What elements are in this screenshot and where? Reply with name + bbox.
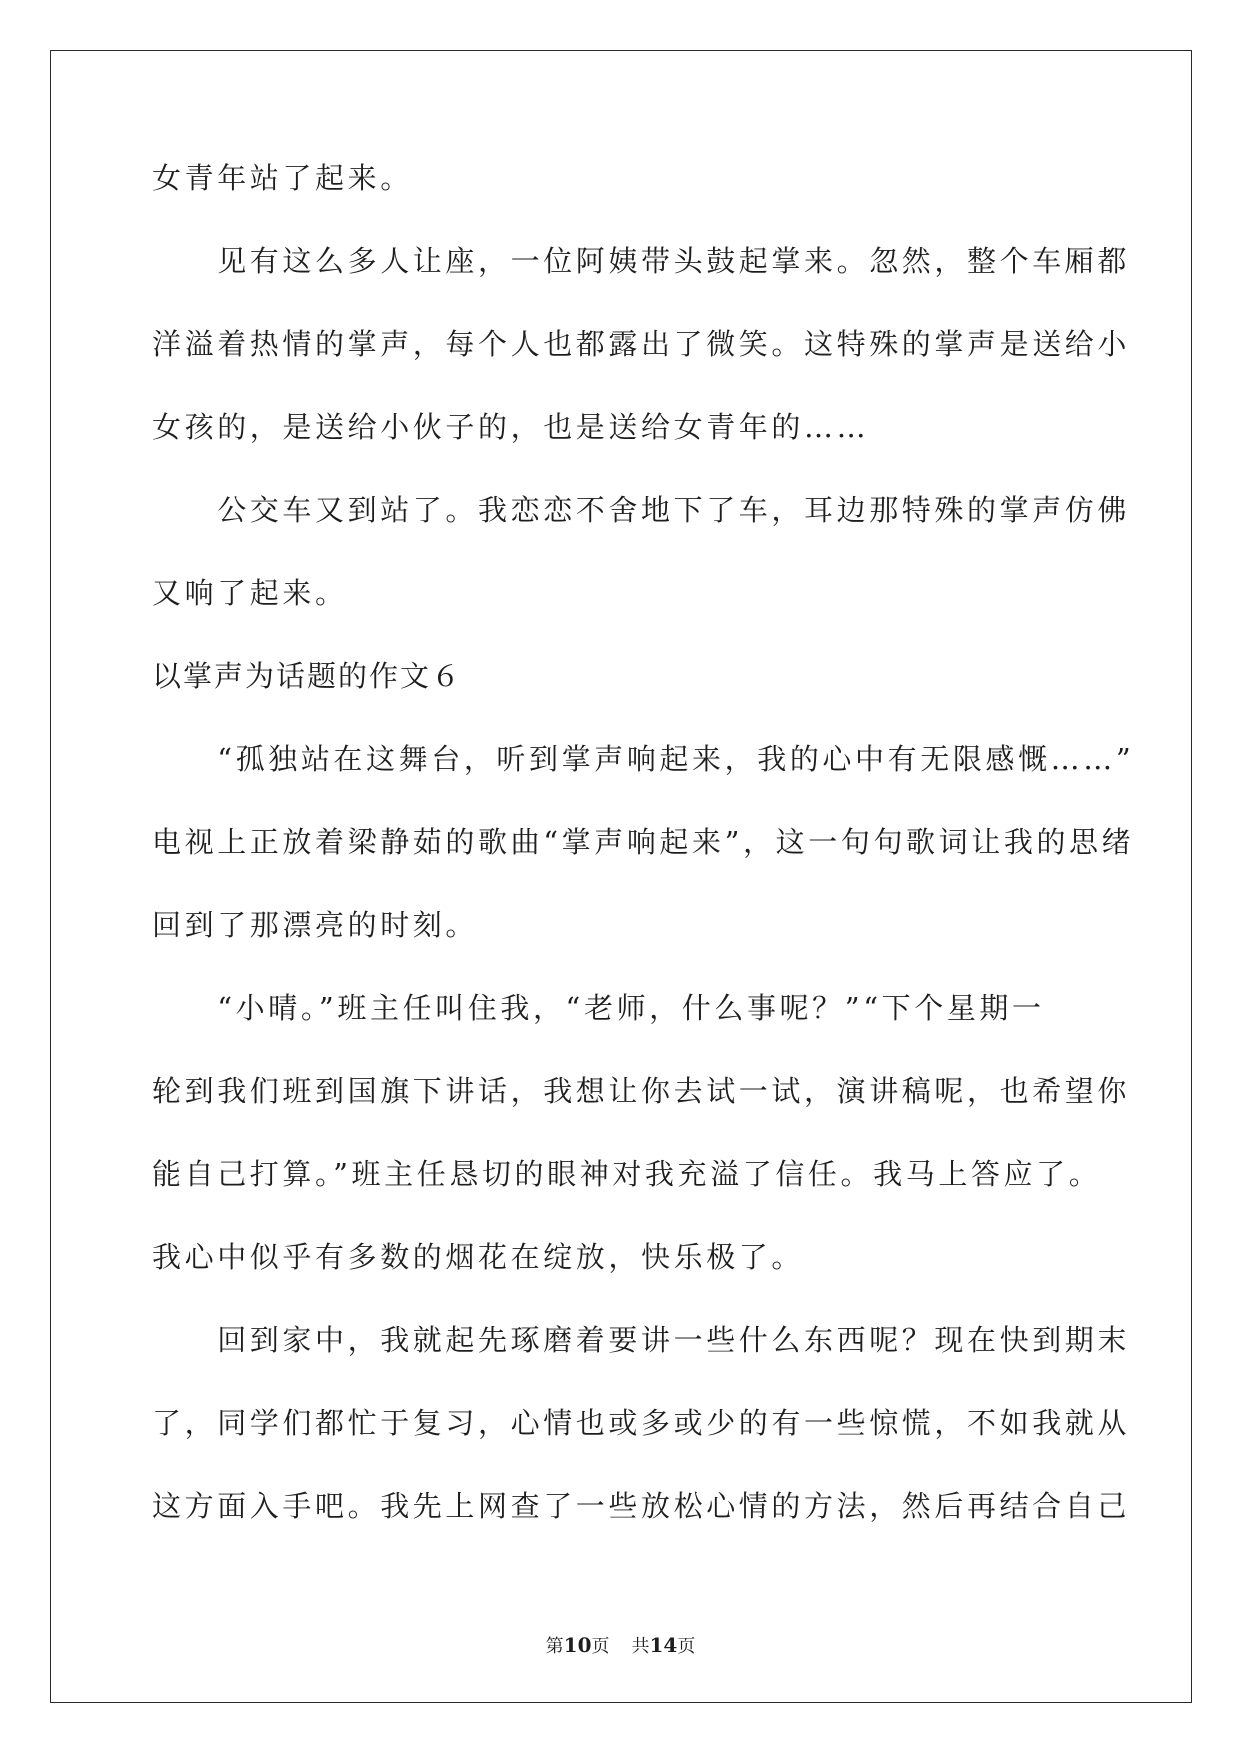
footer-total-prefix: 共 [631,1636,650,1657]
text-line: 回到家中，我就起先琢磨着要讲一些什么东西呢？现在快到期末 [152,1323,1131,1357]
text-line: 公交车又到站了。我恋恋不舍地下了车，耳边那特殊的掌声仿佛 [152,493,1131,527]
text-line: 了，同学们都忙于复习，心情也或多或少的有一些惊慌，不如我就从 [152,1406,1131,1440]
current-page-number: 10 [563,1633,592,1657]
text-line: “孤独站在这舞台，听到掌声响起来，我的心中有无限感慨……” [152,742,1135,776]
footer-total-suffix: 页 [677,1636,696,1657]
text-line: 又响了起来。 [152,576,348,610]
text-line: 轮到我们班到国旗下讲话，我想让你去试一试，演讲稿呢，也希望你 [152,1074,1131,1108]
text-line: 女青年站了起来。 [152,161,413,195]
text-line: 回到了那漂亮的时刻。 [152,908,479,942]
text-line: 洋溢着热情的掌声，每个人也都露出了微笑。这特殊的掌声是送给小 [152,327,1131,361]
text-line: “小晴。”班主任叫住我，“老师，什么事呢？”“下个星期一 [152,991,1045,1025]
footer-prefix: 第 [545,1636,564,1657]
text-line: 能自己打算。”班主任恳切的眼神对我充溢了信任。我马上答应了。 [152,1157,1102,1191]
text-line: 电视上正放着梁静茹的歌曲“掌声响起来”，这一句句歌词让我的思绪 [152,825,1135,859]
text-line: 我心中似乎有多数的烟花在绽放，快乐极了。 [152,1240,805,1274]
total-page-number: 14 [649,1633,678,1657]
section-title: 以掌声为话题的作文６ [152,659,463,693]
text-line: 见有这么多人让座，一位阿姨带头鼓起掌来。忽然，整个车厢都 [152,244,1131,278]
footer-page-word: 页 [591,1636,610,1657]
text-line: 这方面入手吧。我先上网查了一些放松心情的方法，然后再结合自己 [152,1489,1131,1523]
text-line: 女孩的，是送给小伙子的，也是送给女青年的…… [152,410,870,444]
page-footer [0,1632,1241,1658]
document-body [152,158,1135,1569]
